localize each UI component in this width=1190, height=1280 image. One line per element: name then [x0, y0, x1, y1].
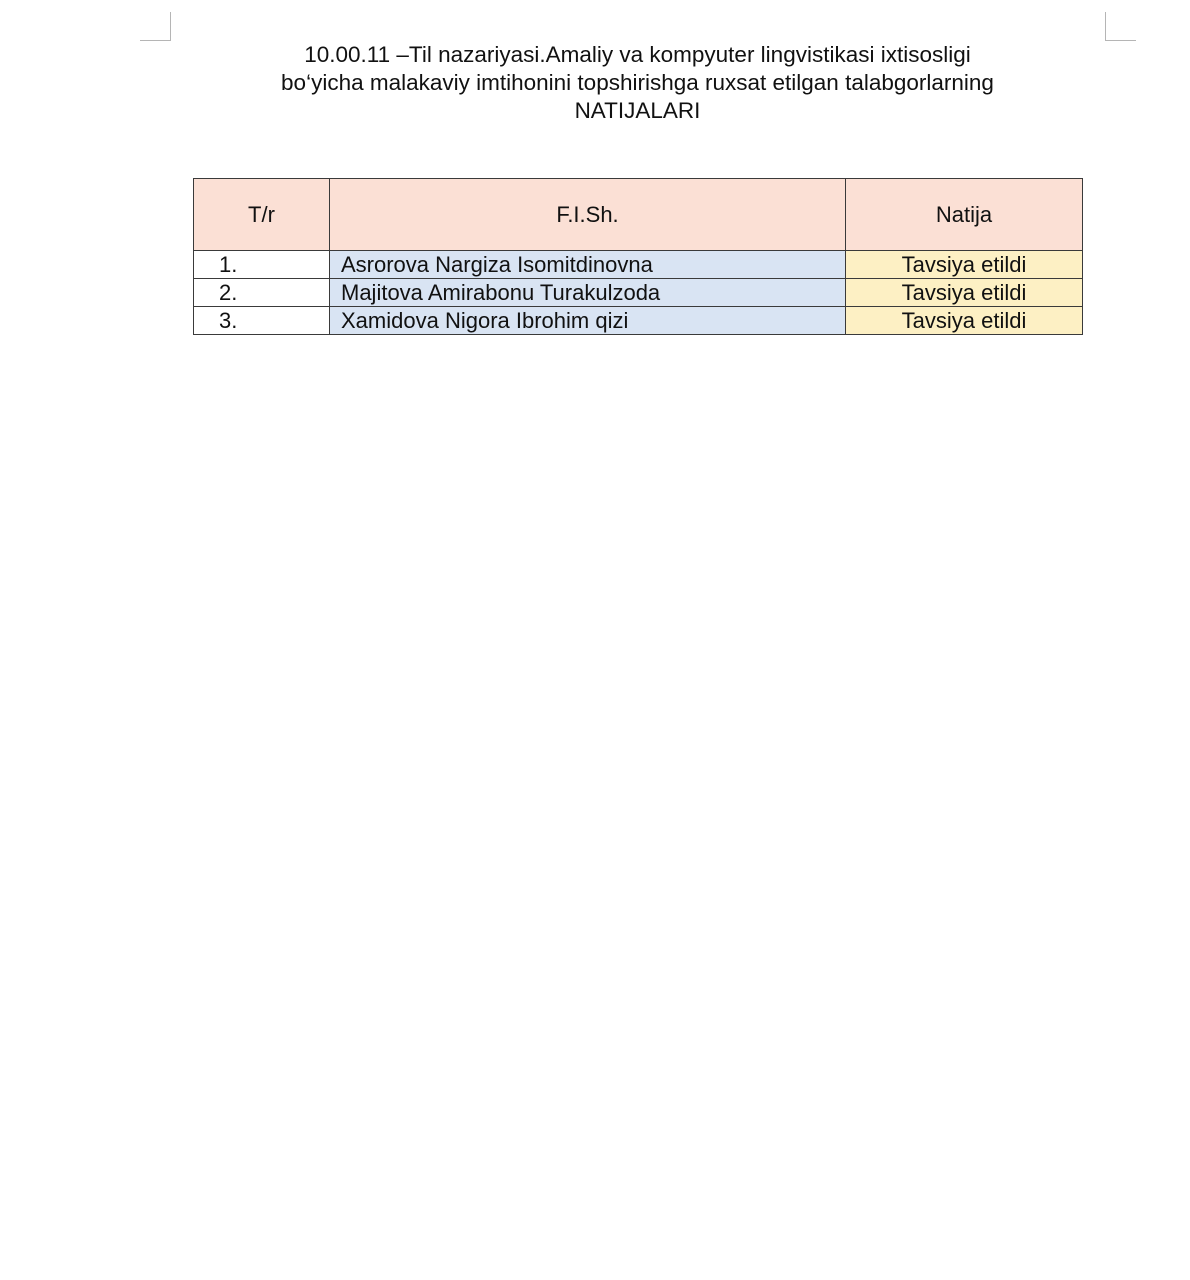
margin-crop-mark-right: [1105, 12, 1136, 41]
header-number: T/r: [194, 179, 330, 251]
margin-crop-mark-left: [140, 12, 171, 41]
header-full-name: F.I.Sh.: [330, 179, 846, 251]
title-line-2: bo‘yicha malakaviy imtihonini topshirishga ruxsat etilgan talabgorlarning: [281, 70, 994, 95]
title-line-3: NATIJALARI: [574, 98, 701, 123]
row-result: Tavsiya etildi: [846, 279, 1083, 307]
table-header-row: [194, 179, 1083, 251]
row-number: 2.: [194, 279, 330, 307]
row-result: Tavsiya etildi: [846, 307, 1083, 335]
row-result: Tavsiya etildi: [846, 251, 1083, 279]
header-result: Natija: [846, 179, 1083, 251]
document-title: [180, 41, 1095, 125]
title-line-1: 10.00.11 –Til nazariyasi.Amaliy va kompyuter lingvistikasi ixtisosligi: [304, 42, 971, 67]
row-number: 3.: [194, 307, 330, 335]
row-full-name: Xamidova Nigora Ibrohim qizi: [330, 307, 846, 335]
table-row: [194, 307, 1083, 335]
results-table: [193, 178, 1083, 335]
row-full-name: Majitova Amirabonu Turakulzoda: [330, 279, 846, 307]
row-number: 1.: [194, 251, 330, 279]
table-row: [194, 279, 1083, 307]
row-full-name: Asrorova Nargiza Isomitdinovna: [330, 251, 846, 279]
table-row: [194, 251, 1083, 279]
